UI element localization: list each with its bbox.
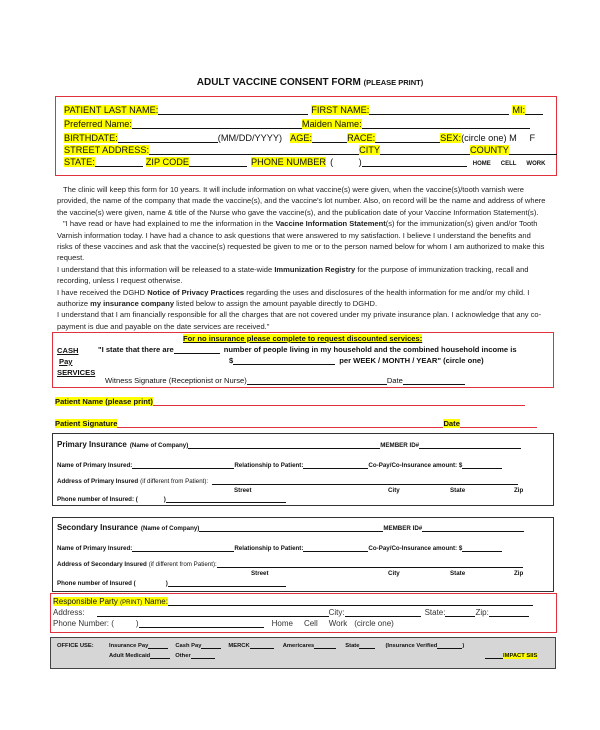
text: Address of Secondary Insured [57,561,147,568]
secondary-company-row [57,523,524,532]
text: Primary Insurance [57,440,127,449]
text: Americares [282,643,315,649]
services-label: SERVICES [57,368,96,377]
text: City: [328,608,345,617]
responsible-phone-row [53,619,394,628]
row-name [64,105,543,115]
state-label: STATE: [64,157,95,167]
phone-cell-option[interactable]: CELL [500,161,517,167]
americares-field[interactable] [314,642,336,649]
street-field[interactable] [149,146,359,155]
zip-label: ZIP CODE [145,157,190,167]
text: Address of Primary Insured [57,478,139,485]
primary-relationship-field[interactable] [303,460,368,469]
income-period-options[interactable]: per WEEK / MONTH / YEAR" (circle one) [339,356,484,365]
text: Insurance Pay [109,643,149,649]
street-label: STREET ADDRESS: [64,145,150,155]
text: (if different from Patient): [140,478,209,485]
primary-copay-field[interactable] [462,460,502,469]
cash-pay-box [52,332,554,388]
text: (Insurance Verified [385,643,438,649]
patient-signature-field[interactable] [117,419,443,428]
text-bold: my insurance company [90,299,175,309]
primary-company-row [57,440,521,449]
sex-label: SEX: [440,133,462,143]
maiden-name-field[interactable] [362,120,530,129]
responsible-address-field[interactable] [97,608,329,617]
text: Cash Pay [175,643,202,649]
text: Witness Signature (Receptionist or Nurse) [105,376,247,385]
office-row-2 [109,652,215,659]
income-row [229,356,484,365]
preferred-name-label: Preferred Name: [64,119,132,129]
patient-name-row [55,397,525,406]
text: I understand that this information will be released to a state-wide [57,264,275,274]
text: State: [424,608,446,617]
preferred-name-field[interactable] [132,120,302,129]
row-address [64,145,557,155]
secondary-insured-field[interactable] [132,543,234,552]
text: I have received the DGHD [57,287,148,297]
city-caption: City [388,487,400,494]
text: ) [163,496,166,503]
primary-address-field[interactable] [212,476,518,485]
text: Relationship to Patient: [234,545,304,552]
text: Co-Pay/Co-Insurance amount: $ [368,545,463,552]
state-field[interactable] [359,642,375,649]
office-use-box [50,637,556,669]
impact-siis-field[interactable] [485,652,503,659]
race-label: RACE: [347,133,376,143]
birthdate-label: BIRTHDATE: [64,133,118,143]
text: (s) for the immunization(s) given and/or Tooth Varnish information today. I have had a chance to ask questions that were answered to my satisfaction. I believe I understand the benefits and risks of these vaccines and ask that the vaccine(s) requested be given to me or to the person named below for whom I am authorized to make this request. [57,219,545,263]
text: Address: [53,608,85,617]
text: listed below to assign the amount payable directly to DGHD. [174,299,378,309]
patient-signature-label: Patient Signature [55,419,118,428]
text: "I have read or have had explained to me the information in the [63,219,276,229]
phone-field[interactable] [362,158,467,167]
zip-caption: Zip [514,487,524,494]
text: Name: [142,597,168,606]
consent-paragraph-retention: The clinic will keep this form for 10 years. It will include information on what vaccine(s) were given, when the vaccine(s)/tooth varnish were provided, the name of the company that made the vaccine(s), and the vaccine's lot number. Also, on record will be the name and address of where the vaccine(s) were given, name & title of the Nurse who gave the vaccine(s), and the publication date of your Vaccine Information Statement(s). [57,185,546,217]
city-caption: City [388,570,400,577]
maiden-name-label: Maiden Name: [301,119,362,129]
primary-phone-row [57,494,286,503]
text: Phone Number: ( [53,619,114,628]
text: Phone number of Insured: ( [57,496,138,503]
other-field[interactable] [191,652,215,659]
text: (circle one) [354,619,394,628]
primary-insured-field[interactable] [132,460,234,469]
date-label: Date [443,419,460,428]
city-label: CITY [359,145,381,155]
office-use-label: OFFICE USE: [57,643,94,649]
primary-address-row [57,476,518,485]
consent-paragraph-vis [57,218,547,264]
state-field[interactable] [95,158,143,167]
text: for the purpose of immunization tracking, recall and recording, unless I request otherwise. [57,264,529,286]
text: (Name of Company) [140,525,200,532]
text: (if different from Patient): [148,561,217,568]
text: $ [229,356,234,365]
secondary-member-id-field[interactable] [422,523,524,532]
secondary-phone-row [57,578,286,587]
text: (Name of Company) [129,442,189,449]
text: regarding the uses and disclosures of the health information for me and/or my child. I authorize [57,287,530,309]
responsible-zip-field[interactable] [489,608,529,617]
medicaid-field[interactable] [150,652,170,659]
secondary-insurance-box [52,517,554,592]
text: Co-Pay/Co-Insurance amount: $ [368,462,463,469]
county-field[interactable] [509,146,557,155]
patient-name-label: Patient Name (please print) [55,397,153,406]
consent-paragraph-registry [57,264,547,287]
witness-date-field[interactable] [403,376,465,385]
race-field[interactable] [375,134,440,143]
row-preferred [64,119,530,129]
merck-field[interactable] [250,642,274,649]
row-state [64,157,545,167]
text: MERCK [228,643,250,649]
insurance-pay-field[interactable] [148,642,168,649]
zip-field[interactable] [189,158,247,167]
secondary-company-field[interactable] [199,523,383,532]
pay-label: Pay [59,357,73,366]
primary-insurance-box [52,433,554,506]
birthdate-field[interactable] [118,134,218,143]
patient-signature-row [55,419,537,428]
first-name-field[interactable] [369,106,509,115]
age-label: AGE: [290,133,313,143]
primary-insured-row [57,460,502,469]
text: Phone number of Insured ( [57,580,136,587]
text: Name of Primary Insured: [57,545,133,552]
text-bold: Notice of Privacy Practices [147,287,245,297]
street-caption: Street [251,570,269,577]
text: Secondary Insurance [57,523,138,532]
household-count-field[interactable] [174,345,220,354]
cash-pay-field[interactable] [201,642,221,649]
title-sub: (PLEASE PRINT) [363,78,424,87]
sex-options[interactable]: (circle one) M F [461,133,536,143]
date-format: (MM/DD/YYYY) [217,133,283,143]
text: Other [175,653,191,659]
text: Relationship to Patient: [234,462,304,469]
office-row-1 [109,642,464,649]
phone-work-option[interactable]: WORK [526,161,546,167]
responsible-state-field[interactable] [445,608,475,617]
text: "I state that there are [98,345,174,354]
text-bold: Vaccine Information Statement [275,219,386,229]
patient-name-field[interactable] [153,397,525,406]
insurance-verified-field[interactable] [437,642,465,649]
household-row [98,345,517,354]
phone-home-option[interactable]: Home [271,619,293,628]
secondary-address-row [57,559,523,568]
age-field[interactable] [312,134,347,143]
text-bold: Immunization Registry [274,264,356,274]
impact-row [485,652,537,659]
street-caption: Street [234,487,252,494]
text: MEMBER ID# [380,442,420,449]
text: Zip: [475,608,489,617]
signature-date-field[interactable] [460,419,537,428]
secondary-phone-field[interactable] [165,578,286,587]
primary-phone-field[interactable] [163,494,286,503]
phone-home-option[interactable]: HOME [472,161,491,167]
phone-work-option[interactable]: Work [328,619,348,628]
responsible-city-field[interactable] [345,608,421,617]
consent-text [57,184,547,332]
patient-info-box [55,96,557,176]
responsible-party-box [50,593,557,633]
county-label: COUNTY [470,145,509,155]
text: ) [462,643,465,649]
text: number of people living in my household and the combined household income is [223,345,517,354]
title-main: ADULT VACCINE CONSENT FORM [196,77,361,88]
area-code-field[interactable]: ( ) [330,157,362,167]
text: Adult Medicaid [109,653,151,659]
row-birth [64,133,535,143]
text: State [345,643,360,649]
secondary-copay-field[interactable] [462,543,502,552]
text: MEMBER ID# [383,525,423,532]
cash-header: For no insurance please complete to request discounted services: [183,334,423,343]
state-caption: State [450,487,466,494]
secondary-address-field[interactable] [217,559,523,568]
text: Date [386,376,403,385]
text: Name of Primary Insured: [57,462,133,469]
text: (PRINT) [120,600,143,606]
witness-row [105,376,465,385]
secondary-relationship-field[interactable] [303,543,368,552]
consent-paragraph-financial: I understand that I am financially responsible for all the charges that are not covered under my private insurance plan. I acknowledge that any co-payment is due and payable on the date services are received." [57,310,542,331]
last-name-field[interactable] [158,106,308,115]
secondary-insured-row [57,543,502,552]
witness-signature-field[interactable] [247,376,387,385]
text: ) [165,580,168,587]
page-title [0,77,600,88]
cash-label: CASH [57,346,79,355]
city-field[interactable] [380,146,470,155]
mi-label: MI: [512,105,526,115]
mi-field[interactable] [525,106,543,115]
consent-paragraph-privacy [57,287,547,310]
primary-member-id-field[interactable] [419,440,521,449]
phone-cell-option[interactable]: Cell [303,619,318,628]
responsible-address-row [53,608,529,617]
phone-label: PHONE NUMBER [251,157,327,167]
income-field[interactable] [233,356,335,365]
responsible-phone-field[interactable] [139,619,264,628]
responsible-name-row [53,597,533,606]
zip-caption: Zip [514,570,524,577]
state-caption: State [450,570,466,577]
last-name-label: PATIENT LAST NAME: [64,105,159,115]
text: ) [135,619,139,628]
responsible-name-field[interactable] [168,597,533,606]
primary-company-field[interactable] [188,440,380,449]
text: Responsible Party [53,597,121,606]
impact-siis-label: IMPACT SIIS [503,653,538,659]
first-name-label: FIRST NAME: [311,105,370,115]
responsible-name-label [53,597,168,606]
